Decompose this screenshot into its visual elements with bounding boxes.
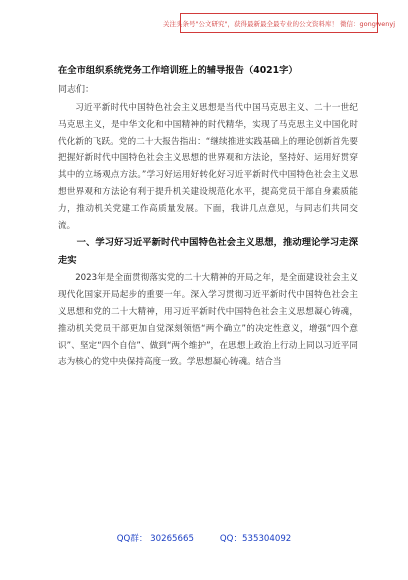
greeting: 同志们：: [58, 85, 95, 95]
document-title: 在全市组织系统党务工作培训班上的辅导报告（4021字）: [58, 65, 298, 76]
qq-number[interactable]: QQ：535304092: [219, 534, 292, 544]
paragraph: 习近平新时代中国特色社会主义思想是当代中国马克思主义、二十一世纪马克思主义，是中华文化和中国精神的时代精华，实现了马克思主义中国化时代化新的飞跃。党的二十大报告指出：“继续推进实践基础上的理论创新首先要把握好新时代中国特色社会主义思想的世界观和方法论，坚持好、运用好贯穿其中的立场观点方法。”学习好运用好转化好习近平新时代中国特色社会主义思想世界观和方法论有利于提升机关建设规范化水平，提高党员干部自身素质能力，推动机关党建工作高质量发展。下面，我讲几点意见，与同志们共同交流。: [58, 103, 358, 231]
document-body: [58, 100, 358, 371]
page-footer: [0, 532, 408, 544]
paragraph: 2023年是全面贯彻落实党的二十大精神的开局之年，是全面建设社会主义现代化国家开局起步的重要一年。深入学习贯彻习近平新时代中国特色社会主义思想和党的二十大精神，用习近平新时代中国特色社会主义思想凝心铸魂，推动机关党员干部更加自觉深刻领悟“两个确立”的决定性意义，增强“四个意识”、坚定“四个自信”、做到“两个维护”，在思想上政治上行动上同以习近平同志为核心的党中央保持高度一致。学思想凝心铸魂。结合当: [58, 273, 358, 368]
header-banner: [163, 13, 395, 33]
section-heading: 一、学习好习近平新时代中国特色社会主义思想，推动理论学习走深走实: [58, 237, 358, 267]
banner-text: 关注头条号"公文研究"，获得最新最全最专业的公文资料库！ 微信：gongwenyj: [163, 19, 395, 28]
qq-group[interactable]: QQ群： 30265665: [116, 534, 194, 544]
